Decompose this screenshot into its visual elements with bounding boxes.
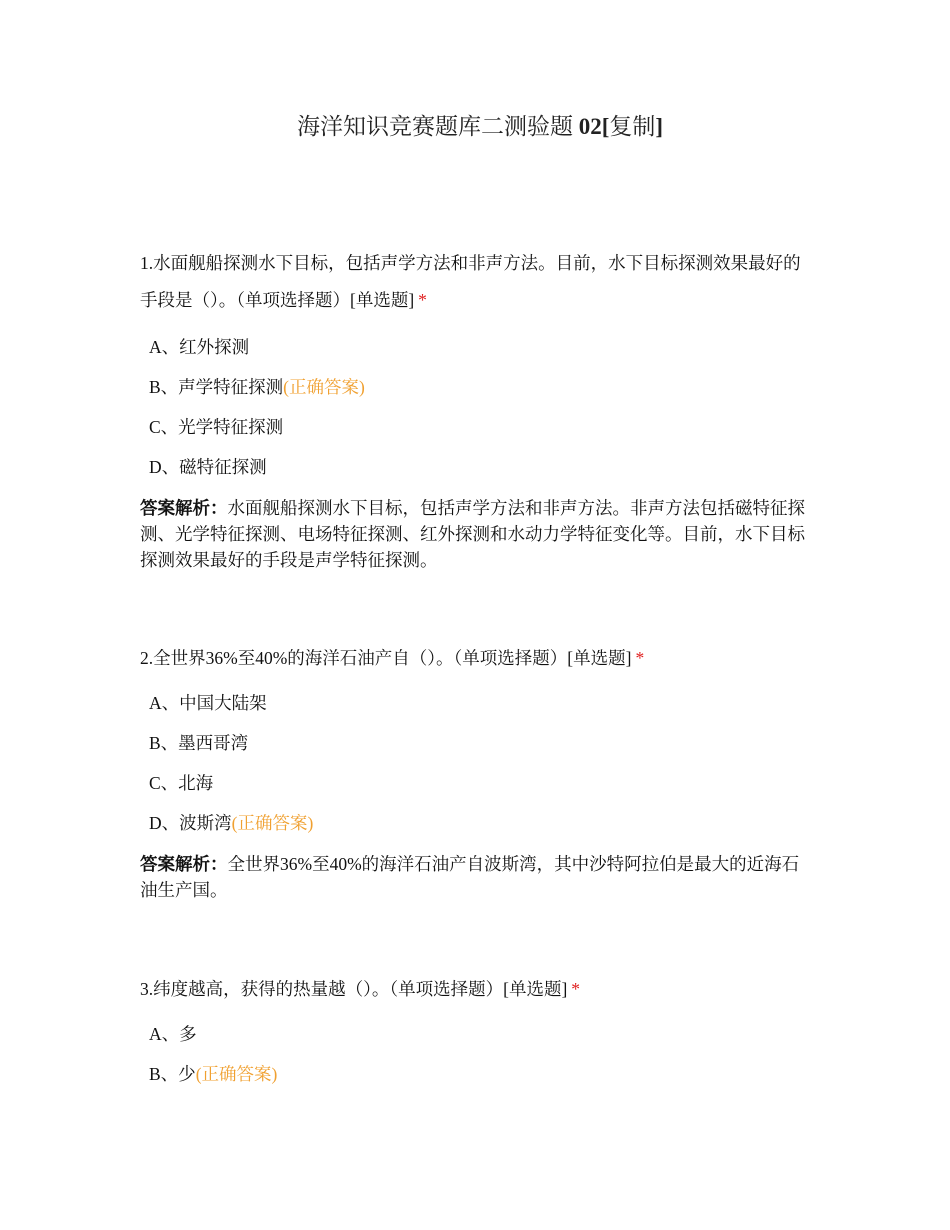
question-stem xyxy=(140,971,815,1008)
option-d[interactable] xyxy=(140,447,815,487)
explanation-label: 答案解析： xyxy=(140,498,228,518)
answer-explanation xyxy=(140,851,815,903)
title-copy-word: 复制 xyxy=(609,114,656,139)
required-mark: * xyxy=(571,979,581,999)
option-b[interactable] xyxy=(140,367,815,407)
correct-answer-tag: (正确答案) xyxy=(283,377,365,397)
question-stem xyxy=(140,640,815,677)
option-text: C、光学特征探测 xyxy=(149,417,284,437)
question-3-text: 3.纬度越高，获得的热量越（）。（单项选择题）[单选题] xyxy=(140,979,568,999)
option-a[interactable] xyxy=(140,1014,815,1054)
explanation-text: 全世界36%至40%的海洋石油产自波斯湾，其中沙特阿拉伯是最大的近海石油生产国。 xyxy=(140,854,800,900)
answer-explanation xyxy=(140,495,815,573)
title-main: 海洋知识竞赛题库二测验题 xyxy=(296,114,579,139)
option-text: C、北海 xyxy=(149,773,214,793)
option-d[interactable] xyxy=(140,803,815,843)
question-1 xyxy=(140,245,815,573)
required-mark: * xyxy=(635,648,645,668)
title-number: 02[ xyxy=(578,114,610,139)
option-a[interactable] xyxy=(140,327,815,367)
question-stem xyxy=(140,245,815,319)
option-text: B、声学特征探测 xyxy=(149,377,284,397)
page-title xyxy=(0,111,950,143)
option-text: A、多 xyxy=(149,1024,197,1044)
title-bracket-close: ] xyxy=(655,114,664,139)
option-list xyxy=(140,327,815,487)
option-text: A、红外探测 xyxy=(149,337,250,357)
correct-answer-tag: (正确答案) xyxy=(231,813,314,833)
option-b[interactable] xyxy=(140,723,815,763)
option-text: A、中国大陆架 xyxy=(149,693,267,713)
option-list xyxy=(140,683,815,843)
required-mark: * xyxy=(418,290,427,310)
correct-answer-tag: (正确答案) xyxy=(195,1064,278,1084)
option-text: B、少 xyxy=(149,1064,196,1084)
question-2-text: 2.全世界36%至40%的海洋石油产自（）。（单项选择题）[单选题] xyxy=(140,648,632,668)
explanation-text: 水面舰船探测水下目标，包括声学方法和非声方法。非声方法包括磁特征探测、光学特征探测、电场特征探测、红外探测和水动力学特征变化等。目前，水下目标探测效果最好的手段是声学特征探测。 xyxy=(140,498,805,570)
question-2 xyxy=(140,640,815,903)
option-b[interactable] xyxy=(140,1054,815,1094)
explanation-label: 答案解析： xyxy=(140,854,228,874)
option-c[interactable] xyxy=(140,407,815,447)
option-text: B、墨西哥湾 xyxy=(149,733,249,753)
option-a[interactable] xyxy=(140,683,815,723)
question-1-text: 1.水面舰船探测水下目标，包括声学方法和非声方法。目前，水下目标探测效果最好的手段是（）。（单项选择题）[单选题] xyxy=(140,253,801,310)
option-text: D、波斯湾 xyxy=(149,813,232,833)
option-c[interactable] xyxy=(140,763,815,803)
option-text: D、磁特征探测 xyxy=(149,457,267,477)
option-list xyxy=(140,1014,815,1094)
question-3 xyxy=(140,971,815,1094)
